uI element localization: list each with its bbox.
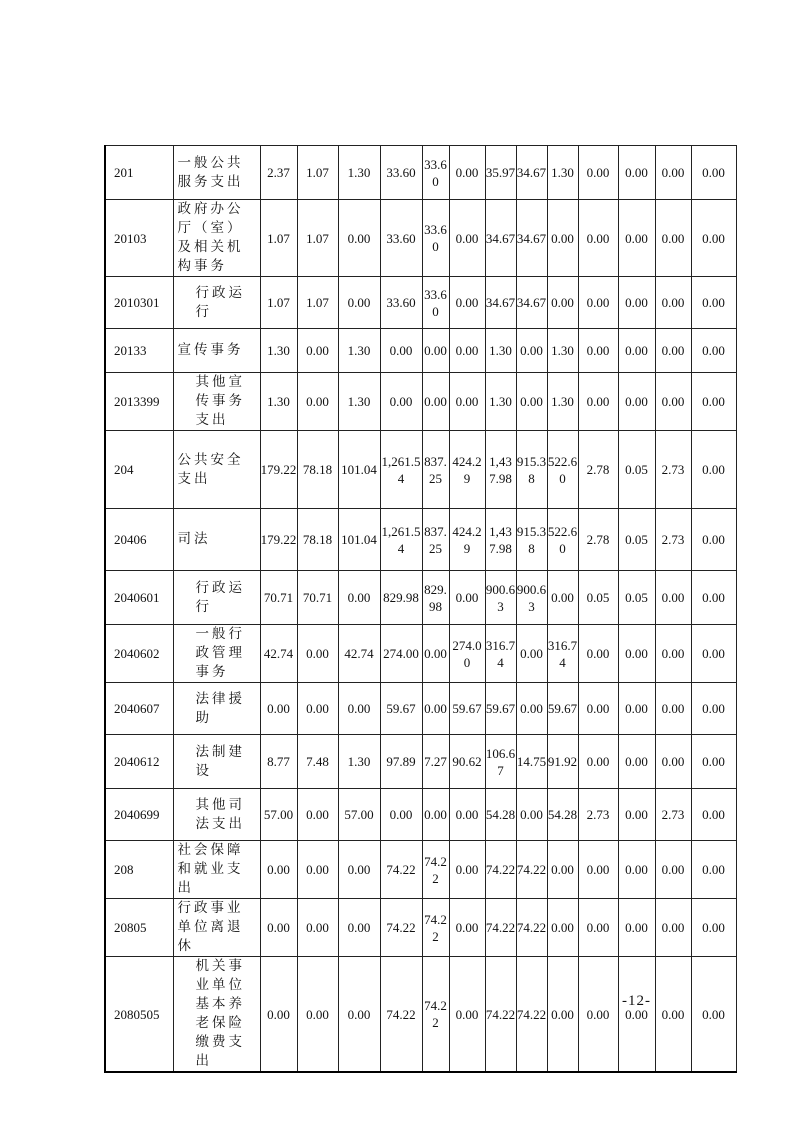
amount-cell: 0.00 [297, 899, 338, 957]
amount-cell: 70.71 [260, 571, 297, 625]
amount-cell: 0.00 [422, 683, 449, 735]
amount-cell: 1,261.54 [380, 431, 422, 509]
amount-cell: 106.67 [485, 735, 516, 789]
amount-cell: 1.30 [485, 373, 516, 431]
amount-cell: 34.67 [485, 277, 516, 329]
amount-cell: 2.37 [260, 146, 297, 200]
amount-cell: 42.74 [260, 625, 297, 683]
row-code: 2013399 [105, 373, 173, 431]
amount-cell: 0.00 [618, 329, 655, 373]
row-name: 政府办公厅（室）及相关机构事务 [173, 200, 260, 277]
row-name: 行政运行 [173, 277, 260, 329]
amount-cell: 1.07 [297, 277, 338, 329]
row-code: 2040602 [105, 625, 173, 683]
row-code: 204 [105, 431, 173, 509]
amount-cell: 0.00 [449, 899, 485, 957]
row-name: 一般行政管理事务 [173, 625, 260, 683]
table-row [105, 957, 736, 1073]
amount-cell: 837.25 [422, 431, 449, 509]
amount-cell: 59.67 [547, 683, 578, 735]
amount-cell: 74.22 [485, 957, 516, 1073]
amount-cell: 1.30 [338, 146, 380, 200]
amount-cell: 34.67 [516, 277, 547, 329]
amount-cell: 59.67 [380, 683, 422, 735]
amount-cell: 0.00 [297, 957, 338, 1073]
amount-cell: 0.05 [618, 571, 655, 625]
amount-cell: 74.22 [516, 841, 547, 899]
amount-cell: 78.18 [297, 431, 338, 509]
amount-cell: 0.00 [547, 200, 578, 277]
amount-cell: 2.73 [655, 431, 691, 509]
amount-cell: 74.22 [380, 957, 422, 1073]
amount-cell: 0.00 [578, 625, 618, 683]
amount-cell: 1.30 [547, 146, 578, 200]
table-row [105, 735, 736, 789]
table-row [105, 373, 736, 431]
row-name: 公共安全支出 [173, 431, 260, 509]
row-code: 2040612 [105, 735, 173, 789]
amount-cell: 2.78 [578, 509, 618, 571]
table-row [105, 200, 736, 277]
amount-cell: 0.00 [655, 899, 691, 957]
table-row [105, 277, 736, 329]
amount-cell: 0.00 [260, 683, 297, 735]
amount-cell: 0.00 [655, 683, 691, 735]
amount-cell: 7.27 [422, 735, 449, 789]
amount-cell: 0.00 [422, 625, 449, 683]
amount-cell: 0.00 [691, 200, 736, 277]
amount-cell: 7.48 [297, 735, 338, 789]
row-name: 行政运行 [173, 571, 260, 625]
amount-cell: 0.00 [618, 735, 655, 789]
amount-cell: 33.60 [380, 146, 422, 200]
amount-cell: 33.60 [422, 200, 449, 277]
amount-cell: 274.00 [449, 625, 485, 683]
amount-cell: 1,261.54 [380, 509, 422, 571]
amount-cell: 0.00 [380, 329, 422, 373]
amount-cell: 0.00 [449, 329, 485, 373]
amount-cell: 0.00 [297, 789, 338, 841]
amount-cell: 0.00 [422, 329, 449, 373]
amount-cell: 0.00 [691, 735, 736, 789]
row-name: 社会保障和就业支出 [173, 841, 260, 899]
amount-cell: 0.00 [380, 789, 422, 841]
amount-cell: 1.30 [547, 373, 578, 431]
amount-cell: 0.00 [691, 509, 736, 571]
amount-cell: 0.00 [516, 683, 547, 735]
amount-cell: 91.92 [547, 735, 578, 789]
amount-cell: 0.00 [691, 431, 736, 509]
amount-cell: 0.00 [691, 373, 736, 431]
amount-cell: 33.60 [380, 277, 422, 329]
amount-cell: 2.73 [655, 509, 691, 571]
amount-cell: 0.00 [449, 571, 485, 625]
amount-cell: 1,437.98 [485, 431, 516, 509]
amount-cell: 0.00 [449, 277, 485, 329]
amount-cell: 0.00 [449, 200, 485, 277]
amount-cell: 0.00 [618, 789, 655, 841]
amount-cell: 0.00 [338, 899, 380, 957]
amount-cell: 1.07 [260, 200, 297, 277]
amount-cell: 0.00 [618, 957, 655, 1073]
amount-cell: 1.30 [338, 329, 380, 373]
amount-cell: 34.67 [516, 146, 547, 200]
row-code: 20805 [105, 899, 173, 957]
table-row [105, 789, 736, 841]
amount-cell: 0.00 [618, 146, 655, 200]
amount-cell: 0.00 [297, 373, 338, 431]
amount-cell: 78.18 [297, 509, 338, 571]
amount-cell: 0.00 [297, 329, 338, 373]
amount-cell: 179.22 [260, 431, 297, 509]
table-row [105, 509, 736, 571]
row-name: 其他司法支出 [173, 789, 260, 841]
amount-cell: 74.22 [422, 899, 449, 957]
amount-cell: 1.30 [485, 329, 516, 373]
amount-cell: 0.00 [618, 277, 655, 329]
amount-cell: 0.00 [691, 625, 736, 683]
amount-cell: 0.00 [516, 789, 547, 841]
amount-cell: 0.00 [338, 277, 380, 329]
amount-cell: 1.30 [260, 373, 297, 431]
amount-cell: 0.00 [260, 899, 297, 957]
amount-cell: 0.00 [655, 625, 691, 683]
amount-cell: 1.07 [260, 277, 297, 329]
amount-cell: 1.07 [297, 146, 338, 200]
amount-cell: 0.05 [618, 431, 655, 509]
row-code: 2040699 [105, 789, 173, 841]
amount-cell: 42.74 [338, 625, 380, 683]
amount-cell: 0.00 [380, 373, 422, 431]
amount-cell: 0.00 [655, 146, 691, 200]
amount-cell: 2.78 [578, 431, 618, 509]
amount-cell: 0.00 [655, 277, 691, 329]
row-name: 一般公共服务支出 [173, 146, 260, 200]
amount-cell: 34.67 [516, 200, 547, 277]
amount-cell: 35.97 [485, 146, 516, 200]
amount-cell: 0.00 [578, 683, 618, 735]
row-code: 2040607 [105, 683, 173, 735]
amount-cell: 274.00 [380, 625, 422, 683]
amount-cell: 54.28 [485, 789, 516, 841]
amount-cell: 424.29 [449, 431, 485, 509]
amount-cell: 0.00 [422, 373, 449, 431]
amount-cell: 424.29 [449, 509, 485, 571]
amount-cell: 74.22 [422, 957, 449, 1073]
amount-cell: 0.05 [578, 571, 618, 625]
amount-cell: 0.00 [618, 899, 655, 957]
amount-cell: 316.74 [485, 625, 516, 683]
amount-cell: 74.22 [516, 899, 547, 957]
amount-cell: 33.60 [422, 146, 449, 200]
table-row [105, 431, 736, 509]
amount-cell: 0.00 [618, 625, 655, 683]
amount-cell: 57.00 [338, 789, 380, 841]
amount-cell: 0.00 [655, 735, 691, 789]
amount-cell: 0.00 [691, 957, 736, 1073]
amount-cell: 900.63 [485, 571, 516, 625]
amount-cell: 0.00 [338, 200, 380, 277]
row-name: 法制建设 [173, 735, 260, 789]
amount-cell: 0.00 [547, 899, 578, 957]
amount-cell: 0.00 [578, 841, 618, 899]
amount-cell: 0.00 [691, 329, 736, 373]
amount-cell: 0.00 [691, 683, 736, 735]
row-code: 20103 [105, 200, 173, 277]
amount-cell: 1,437.98 [485, 509, 516, 571]
table-row [105, 841, 736, 899]
amount-cell: 915.38 [516, 431, 547, 509]
amount-cell: 0.00 [578, 146, 618, 200]
amount-cell: 1.30 [547, 329, 578, 373]
amount-cell: 0.00 [578, 899, 618, 957]
amount-cell: 74.22 [485, 899, 516, 957]
amount-cell: 70.71 [297, 571, 338, 625]
amount-cell: 915.38 [516, 509, 547, 571]
amount-cell: 1.30 [338, 373, 380, 431]
amount-cell: 900.63 [516, 571, 547, 625]
amount-cell: 54.28 [547, 789, 578, 841]
amount-cell: 0.00 [297, 841, 338, 899]
amount-cell: 0.00 [578, 277, 618, 329]
amount-cell: 74.22 [380, 899, 422, 957]
amount-cell: 74.22 [422, 841, 449, 899]
row-name: 机关事业单位基本养老保险缴费支出 [173, 957, 260, 1073]
amount-cell: 0.05 [618, 509, 655, 571]
amount-cell: 0.00 [338, 571, 380, 625]
amount-cell: 0.00 [449, 789, 485, 841]
row-code: 201 [105, 146, 173, 200]
amount-cell: 0.00 [655, 200, 691, 277]
amount-cell: 0.00 [655, 373, 691, 431]
amount-cell: 101.04 [338, 509, 380, 571]
row-code: 2080505 [105, 957, 173, 1073]
row-code: 208 [105, 841, 173, 899]
amount-cell: 33.60 [380, 200, 422, 277]
amount-cell: 837.25 [422, 509, 449, 571]
amount-cell: 0.00 [691, 841, 736, 899]
amount-cell: 97.89 [380, 735, 422, 789]
amount-cell: 0.00 [449, 373, 485, 431]
amount-cell: 90.62 [449, 735, 485, 789]
row-code: 2040601 [105, 571, 173, 625]
amount-cell: 14.75 [516, 735, 547, 789]
expenditure-table [104, 145, 737, 1073]
amount-cell: 59.67 [485, 683, 516, 735]
row-code: 20133 [105, 329, 173, 373]
amount-cell: 57.00 [260, 789, 297, 841]
amount-cell: 0.00 [691, 789, 736, 841]
amount-cell: 0.00 [547, 277, 578, 329]
amount-cell: 0.00 [547, 957, 578, 1073]
row-name: 法律援助 [173, 683, 260, 735]
amount-cell: 0.00 [578, 373, 618, 431]
amount-cell: 0.00 [338, 841, 380, 899]
table-row [105, 329, 736, 373]
amount-cell: 0.00 [691, 899, 736, 957]
amount-cell: 522.60 [547, 431, 578, 509]
amount-cell: 59.67 [449, 683, 485, 735]
page-number: -12- [622, 993, 651, 1009]
amount-cell: 101.04 [338, 431, 380, 509]
amount-cell: 0.00 [260, 957, 297, 1073]
amount-cell: 0.00 [297, 625, 338, 683]
amount-cell: 0.00 [422, 789, 449, 841]
amount-cell: 0.00 [618, 683, 655, 735]
table-row [105, 683, 736, 735]
amount-cell: 0.00 [260, 841, 297, 899]
amount-cell: 1.30 [338, 735, 380, 789]
amount-cell: 0.00 [338, 683, 380, 735]
amount-cell: 0.00 [449, 957, 485, 1073]
amount-cell: 74.22 [485, 841, 516, 899]
row-name: 宣传事务 [173, 329, 260, 373]
row-name: 司法 [173, 509, 260, 571]
amount-cell: 33.60 [422, 277, 449, 329]
amount-cell: 0.00 [449, 146, 485, 200]
amount-cell: 0.00 [655, 571, 691, 625]
row-name: 其他宣传事务支出 [173, 373, 260, 431]
row-code: 20406 [105, 509, 173, 571]
amount-cell: 0.00 [655, 841, 691, 899]
amount-cell: 0.00 [691, 277, 736, 329]
table-row [105, 899, 736, 957]
amount-cell: 0.00 [516, 329, 547, 373]
amount-cell: 0.00 [516, 625, 547, 683]
amount-cell: 74.22 [380, 841, 422, 899]
amount-cell: 74.22 [516, 957, 547, 1073]
table-body [105, 146, 736, 1073]
amount-cell: 0.00 [547, 571, 578, 625]
amount-cell: 0.00 [547, 841, 578, 899]
table-row [105, 625, 736, 683]
amount-cell: 2.73 [655, 789, 691, 841]
amount-cell: 34.67 [485, 200, 516, 277]
amount-cell: 829.98 [380, 571, 422, 625]
amount-cell: 0.00 [338, 957, 380, 1073]
amount-cell: 0.00 [449, 841, 485, 899]
amount-cell: 1.07 [297, 200, 338, 277]
amount-cell: 0.00 [691, 571, 736, 625]
amount-cell: 0.00 [516, 373, 547, 431]
amount-cell: 522.60 [547, 509, 578, 571]
amount-cell: 0.00 [578, 957, 618, 1073]
amount-cell: 2.73 [578, 789, 618, 841]
amount-cell: 0.00 [691, 146, 736, 200]
amount-cell: 0.00 [655, 329, 691, 373]
table-row [105, 146, 736, 200]
amount-cell: 829.98 [422, 571, 449, 625]
amount-cell: 1.30 [260, 329, 297, 373]
amount-cell: 0.00 [578, 735, 618, 789]
amount-cell: 0.00 [655, 957, 691, 1073]
amount-cell: 8.77 [260, 735, 297, 789]
amount-cell: 0.00 [618, 841, 655, 899]
table-row [105, 571, 736, 625]
row-name: 行政事业单位离退休 [173, 899, 260, 957]
amount-cell: 0.00 [618, 200, 655, 277]
amount-cell: 0.00 [297, 683, 338, 735]
amount-cell: 316.74 [547, 625, 578, 683]
row-code: 2010301 [105, 277, 173, 329]
amount-cell: 0.00 [578, 329, 618, 373]
amount-cell: 0.00 [578, 200, 618, 277]
amount-cell: 0.00 [618, 373, 655, 431]
amount-cell: 179.22 [260, 509, 297, 571]
